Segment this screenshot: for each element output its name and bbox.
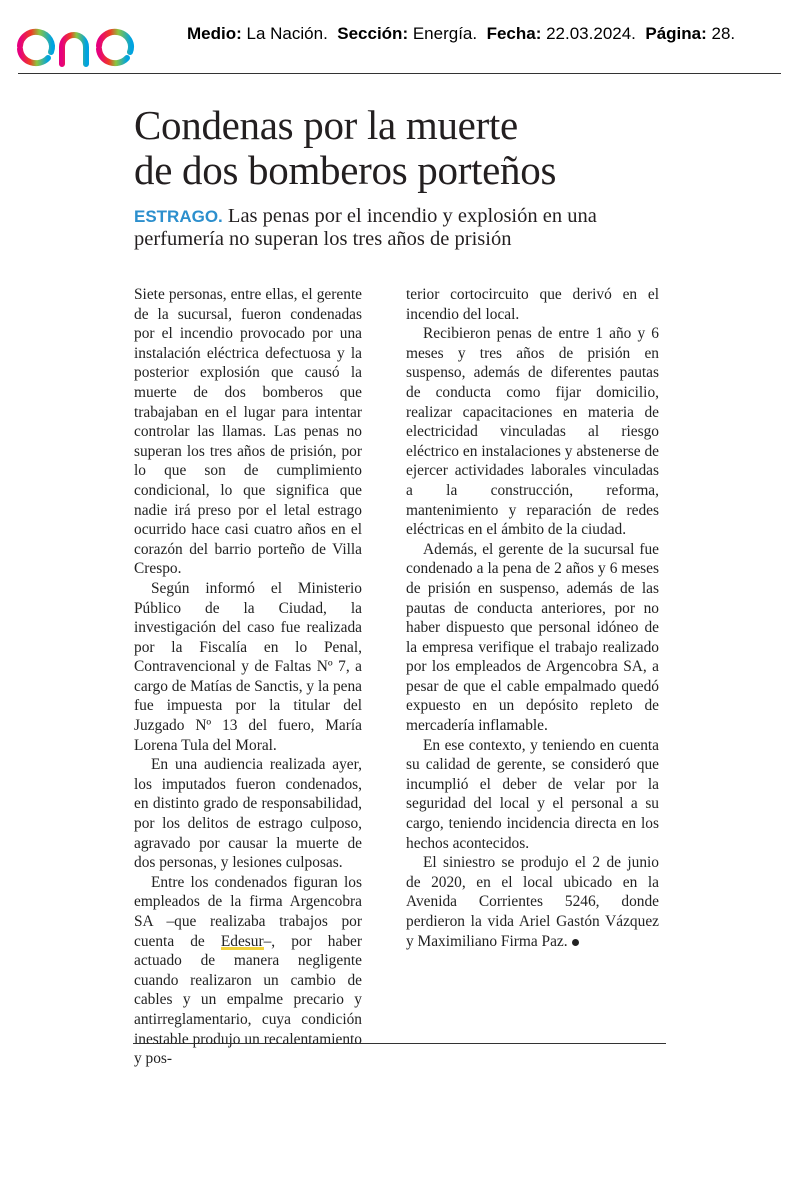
paragraph: terior cortocircuito que derivó en el incendio del local.: [406, 286, 659, 323]
paragraph-text: El siniestro se produjo el 2 de junio de 2020, en el local ubicado en la Avenida Corrientes 5246, donde perdieron la vida Ariel Gastón Vázquez y Maximiliano Firma Paz.: [406, 854, 659, 950]
article-bottom-rule: [133, 1043, 666, 1044]
fecha-value: 22.03.2024.: [546, 24, 636, 43]
article-subhead: [134, 205, 674, 251]
medio-label: Medio:: [187, 24, 242, 43]
paragraph: En una audiencia realizada ayer, los imputados fueron condenados, en distinto grado de responsabilidad, por los delitos de estrago culposo, agravado por causar la muerte de dos personas, y lesiones culposas.: [134, 756, 362, 872]
paragraph: Además, el gerente de la sucursal fue condenado a la pena de 2 años y 6 meses de prisión en suspenso, además de las pautas de conducta anteriores, por no haber dispuesto que personal idóneo de la empresa verifique el trabajo realizado por los empleados de Argencobra SA, a pesar de que el cable empalmado quedó expuesto en un depósito repleto de mercadería inflamable.: [406, 540, 659, 735]
clip-info: [187, 24, 797, 44]
article-column-2: [406, 285, 659, 951]
pagina-label: Página:: [645, 24, 707, 43]
headline-line-1: Condenas por la muerte: [134, 102, 518, 148]
seccion-label: Sección:: [337, 24, 409, 43]
paragraph: Siete personas, entre ellas, el gerente de la sucursal, fueron condenadas por el incendio provocado por una instalación eléctrica defectuosa y la posterior explosión que causó la muerte de dos bomberos que trabajaban en el lugar para intentar controlar las llamas. Las penas no superan los tres años de prisión, por lo que son de cumplimiento condicional, lo que significa que nadie irá preso por el letal estrago ocurrido hace casi cuatro años en el corazón del barrio porteño de Villa Crespo.: [134, 286, 362, 578]
enel-logo: [14, 8, 178, 70]
seccion-value: Energía.: [412, 24, 478, 43]
paragraph-text: Entre los condenados figuran los empleados de la firma Argencobra SA –que realizaba trabajos por cuenta de: [134, 873, 362, 950]
header-divider: [18, 73, 781, 74]
highlighted-term: Edesur: [220, 932, 264, 950]
paragraph: En ese contexto, y teniendo en cuenta su calidad de gerente, se consideró que incumplió el deber de velar por la seguridad del local y el personal a su cargo, teniendo incidencia directa en los hechos acontecidos.: [406, 736, 659, 852]
end-mark-icon: [572, 939, 579, 946]
paragraph-text: –, por haber actuado de manera negligente cuando realizaron un cambio de cables y un empalme precario y antirreglamentario, cuya condición inestable produjo un recalentamiento y pos-: [134, 932, 362, 1068]
paragraph: [134, 873, 362, 1069]
enel-logo-mark: [14, 8, 178, 70]
article-column-1: [134, 285, 362, 1069]
subhead-text: Las penas por el incendio y explosión en una perfumería no superan los tres años de prisión: [134, 205, 597, 250]
fecha-label: Fecha:: [486, 24, 542, 43]
headline-line-2: de dos bomberos porteños: [134, 147, 557, 193]
kicker: ESTRAGO.: [134, 207, 223, 226]
article-headline: [134, 103, 674, 193]
pagina-value: 28.: [711, 24, 736, 43]
medio-value: La Nación.: [246, 24, 328, 43]
paragraph: Recibieron penas de entre 1 año y 6 meses y tres años de prisión en suspenso, además de diferentes pautas de conducta como fijar domicilio, realizar capacitaciones en materia de electricidad vinculadas al riesgo eléctrico en instalaciones y abstenerse de ejercer actividades laborales vinculadas a la construcción, reforma, mantenimiento y reparación de redes eléctricas en el ámbito de la ciudad.: [406, 325, 659, 539]
paragraph: Según informó el Ministerio Público de la Ciudad, la investigación del caso fue realizada por la Fiscalía en lo Penal, Contravencional y de Faltas Nº 7, a cargo de Matías de Sanctis, y la pena fue impuesta por la titular del Juzgado Nº 13 del fuero, María Lorena Tula del Moral.: [134, 579, 362, 754]
paragraph-last: [406, 853, 659, 951]
